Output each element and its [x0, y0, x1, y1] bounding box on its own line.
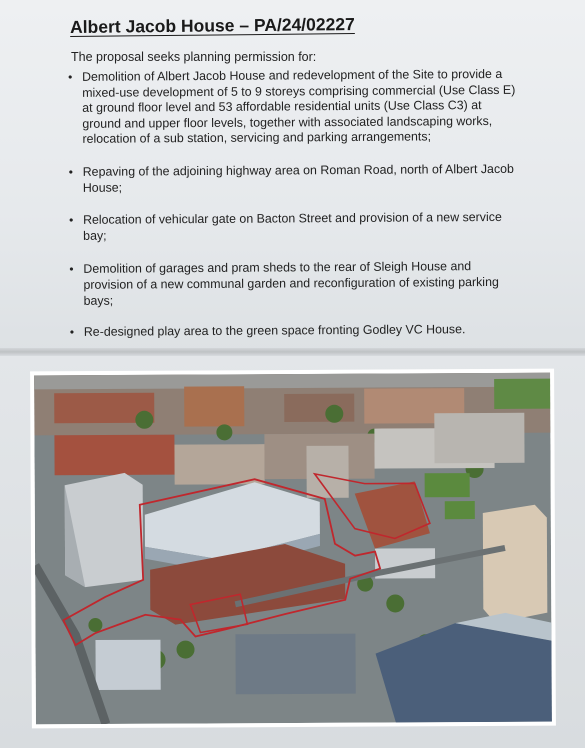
mid-tower — [306, 446, 348, 498]
line: Demolition of Albert Jacob House and redevelopment of the Site to provide a — [81, 66, 503, 84]
distant-skyline — [34, 373, 550, 390]
line: Demolition of garages and pram sheds to the rear of Sleigh House and — [83, 259, 472, 277]
distant-block — [184, 386, 244, 426]
low-roof — [235, 634, 355, 695]
line: bays; — [83, 293, 114, 308]
tower-block-right — [483, 505, 548, 623]
proposal-intro: The proposal seeks planning permission for: — [71, 50, 317, 64]
aerial-site-photo — [34, 373, 552, 725]
terrace-roofs — [54, 435, 174, 476]
proposal-list — [60, 67, 522, 356]
line: Repaving of the adjoining highway area on Roman Road, north of Albert Jacob — [82, 161, 514, 179]
green-space — [445, 501, 475, 519]
line: relocation of a sub station, servicing and parking arrangements; — [82, 129, 432, 147]
line: House; — [82, 180, 123, 195]
proposal-item-garages-garden — [61, 259, 521, 309]
line: Relocation of vehicular gate on Bacton Street and provision of a new service — [82, 210, 502, 227]
line: Re-designed play area to the green space fronting Godley VC House. — [83, 322, 466, 339]
bullet-icon: • — [69, 325, 75, 340]
proposal-item-play-area — [62, 322, 522, 341]
low-roof — [95, 640, 160, 690]
line: provision of a new communal garden and reconfiguration of existing parking — [83, 274, 499, 292]
proposal-item-demolition-redevelopment — [60, 67, 521, 148]
bullet-icon: • — [67, 69, 73, 84]
terrace-roofs — [434, 413, 524, 463]
bullet-icon: • — [68, 213, 74, 228]
document-title: Albert Jacob House – PA/24/02227 — [70, 14, 355, 37]
line: mixed-use development of 5 to 9 storeys comprising commercial (Use Class E) — [82, 82, 516, 100]
aerial-photo-frame — [30, 369, 556, 729]
line: ground and upper floor levels, together with associated landscaping works, — [82, 113, 493, 131]
distant-park — [494, 379, 550, 409]
proposal-item-repaving — [61, 162, 521, 196]
green-space — [425, 473, 470, 497]
distant-block — [284, 394, 354, 422]
line: at ground floor level and 53 affordable residential units (Use Class C3) at — [82, 98, 482, 116]
bullet-icon: • — [69, 262, 74, 277]
terrace-roofs — [174, 444, 264, 484]
line: bay; — [83, 228, 107, 243]
proposal-item-vehicular-gate — [61, 210, 521, 244]
bullet-icon: • — [68, 164, 73, 179]
